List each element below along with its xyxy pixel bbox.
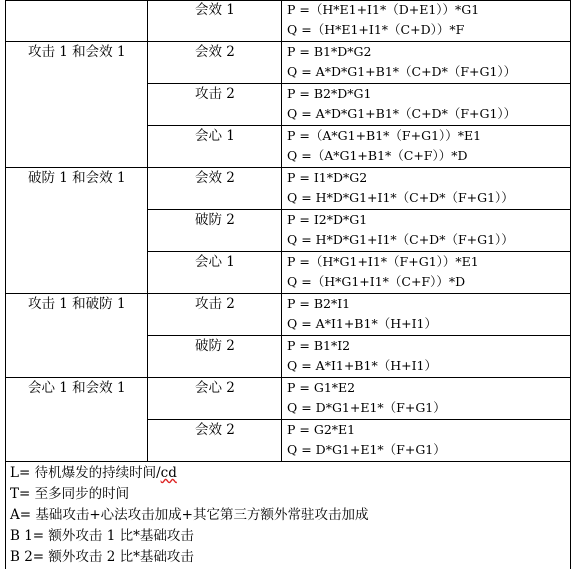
column-divider — [147, 0, 148, 461]
p-formula: P =（A*G1+B1*（F+G1））*E1 — [287, 128, 482, 143]
q-formula: Q =（H*E1+I1*（C+D））*F — [287, 22, 465, 37]
note-A: A= 基础攻击+心法攻击加成+其它第三方额外常驻攻击加成 — [10, 507, 369, 523]
row-divider — [147, 125, 571, 126]
q-formula: Q = H*D*G1+I1*（C+D*（F+G1）） — [287, 190, 514, 205]
row-divider — [147, 83, 571, 84]
p-formula: P = G2*E1 — [287, 422, 356, 437]
attribute-cell: 破防 2 — [195, 338, 235, 354]
attribute-cell: 会效 1 — [195, 2, 235, 18]
p-formula: P = G1*E2 — [287, 380, 356, 395]
attribute-cell: 破防 2 — [195, 212, 235, 228]
table-border-top — [5, 0, 571, 1]
p-formula: P = B2*I1 — [287, 296, 351, 311]
p-formula: P = B1*D*G2 — [287, 44, 372, 59]
note-L — [10, 465, 177, 481]
group-label: 会心 1 和会效 1 — [28, 380, 126, 396]
column-divider — [281, 0, 282, 461]
row-divider — [147, 251, 571, 252]
p-formula: P = B2*D*G1 — [287, 86, 372, 101]
note-L-slash: / — [156, 465, 161, 481]
p-formula: P =（H*E1+I1*（D+E1））*G1 — [287, 2, 480, 17]
q-formula: Q =（A*G1+B1*（C+F））*D — [287, 148, 468, 163]
group-label: 破防 1 和会效 1 — [28, 170, 126, 186]
attribute-cell: 会效 2 — [195, 422, 235, 438]
q-formula: Q = A*I1+B1*（H+I1） — [287, 358, 437, 373]
group-divider — [5, 41, 147, 42]
q-formula: Q = D*G1+E1*（F+G1） — [287, 400, 446, 415]
row-divider — [147, 335, 571, 336]
group-divider — [5, 377, 571, 378]
table-divider — [5, 461, 571, 462]
q-formula: Q = A*I1+B1*（H+I1） — [287, 316, 437, 331]
attribute-cell: 会心 1 — [195, 254, 235, 270]
q-formula: Q = D*G1+E1*（F+G1） — [287, 442, 446, 457]
p-formula: P = B1*I2 — [287, 338, 351, 353]
group-divider — [5, 293, 571, 294]
row-divider — [147, 41, 571, 42]
table-border-left — [5, 0, 6, 569]
attribute-cell: 攻击 2 — [195, 296, 235, 312]
attribute-cell: 会效 2 — [195, 170, 235, 186]
note-T: T= 至多同步的时间 — [10, 486, 130, 502]
q-formula: Q =（H*G1+I1*（C+F））*D — [287, 274, 466, 289]
attribute-cell: 会效 2 — [195, 44, 235, 60]
attribute-cell: 会心 1 — [195, 128, 235, 144]
group-label: 攻击 1 和会效 1 — [28, 44, 126, 60]
group-label: 攻击 1 和破防 1 — [28, 296, 126, 312]
p-formula: P =（H*G1+I1*（F+G1））*E1 — [287, 254, 479, 269]
attribute-cell: 会心 2 — [195, 380, 235, 396]
row-divider — [147, 419, 571, 420]
p-formula: P = I2*D*G1 — [287, 212, 368, 227]
note-L-text: L= 待机爆发的持续时间 — [10, 465, 157, 481]
q-formula: Q = A*D*G1+B1*（C+D*（F+G1）） — [287, 106, 517, 121]
table-border-right — [570, 0, 571, 569]
group-divider — [5, 167, 571, 168]
note-B2: B 2= 额外攻击 2 比*基础攻击 — [10, 549, 194, 565]
attribute-cell: 攻击 2 — [195, 86, 235, 102]
note-B1: B 1= 额外攻击 1 比*基础攻击 — [10, 528, 194, 544]
q-formula: Q = H*D*G1+I1*（C+D*（F+G1）） — [287, 232, 514, 247]
p-formula: P = I1*D*G2 — [287, 170, 368, 185]
q-formula: Q = A*D*G1+B1*（C+D*（F+G1）） — [287, 64, 517, 79]
note-L-cd: cd — [160, 465, 177, 481]
row-divider — [147, 209, 571, 210]
